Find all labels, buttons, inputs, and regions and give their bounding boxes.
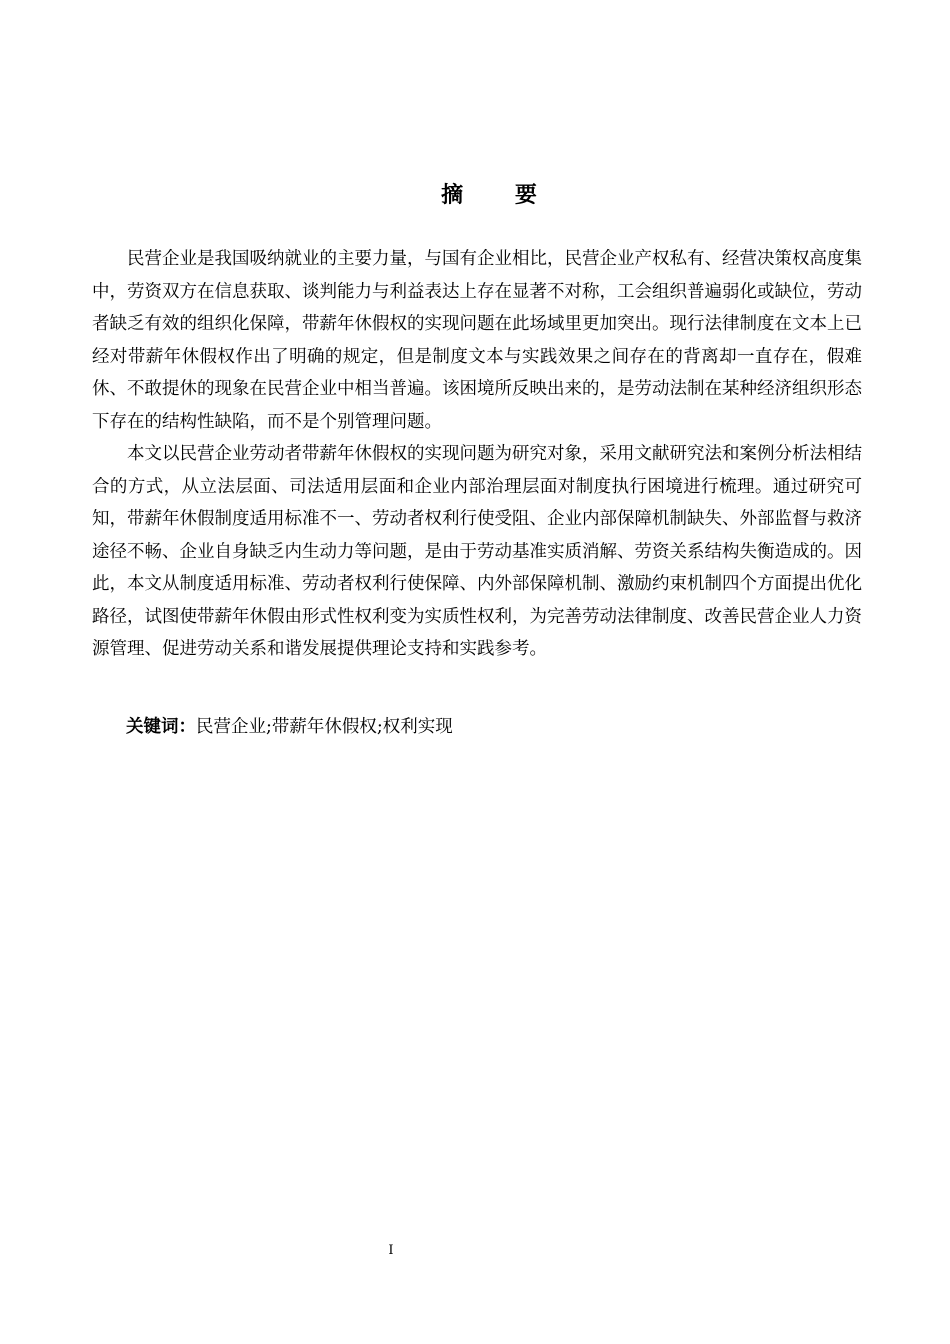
keywords-label: 关键词： — [126, 717, 196, 737]
keywords-value: 民营企业;带薪年休假权;权利实现 — [196, 717, 453, 737]
abstract-title: 摘 要 — [441, 183, 559, 208]
abstract-paragraph-1: 民营企业是我国吸纳就业的主要力量，与国有企业相比，民营企业产权私有、经营决策权高度集中，劳资双方在信息获取、谈判能力与利益表达上存在显著不对称，工会组织普遍弱化或缺位，劳动者缺乏有效的组织化保障，带薪年休假权的实现问题在此场域里更加突出。现行法律制度在文本上已经对带薪年休假权作出了明确的规定，但是制度文本与实践效果之间存在的背离却一直存在，假难休、不敢提休的现象在民营企业中相当普遍。该困境所反映出来的，是劳动法制在某种经济组织形态下存在的结构性缺陷，而不是个别管理问题。 — [92, 249, 862, 432]
page-number: I — [388, 1243, 394, 1258]
abstract-body — [92, 243, 862, 666]
abstract-paragraph-2: 本文以民营企业劳动者带薪年休假权的实现问题为研究对象，采用文献研究法和案例分析法相结合的方式，从立法层面、司法适用层面和企业内部治理层面对制度执行困境进行梳理。通过研究可知，带薪年休假制度适用标准不一、劳动者权利行使受阻、企业内部保障机制缺失、外部监督与救济途径不畅、企业自身缺乏内生动力等问题，是由于劳动基准实质消解、劳资关系结构失衡造成的。因此，本文从制度适用标准、劳动者权利行使保障、内外部保障机制、激励约束机制四个方面提出优化路径，试图使带薪年休假由形式性权利变为实质性权利，为完善劳动法律制度、改善民营企业人力资源管理、促进劳动关系和谐发展提供理论支持和实践参考。 — [92, 444, 862, 659]
keywords-line — [126, 714, 453, 740]
